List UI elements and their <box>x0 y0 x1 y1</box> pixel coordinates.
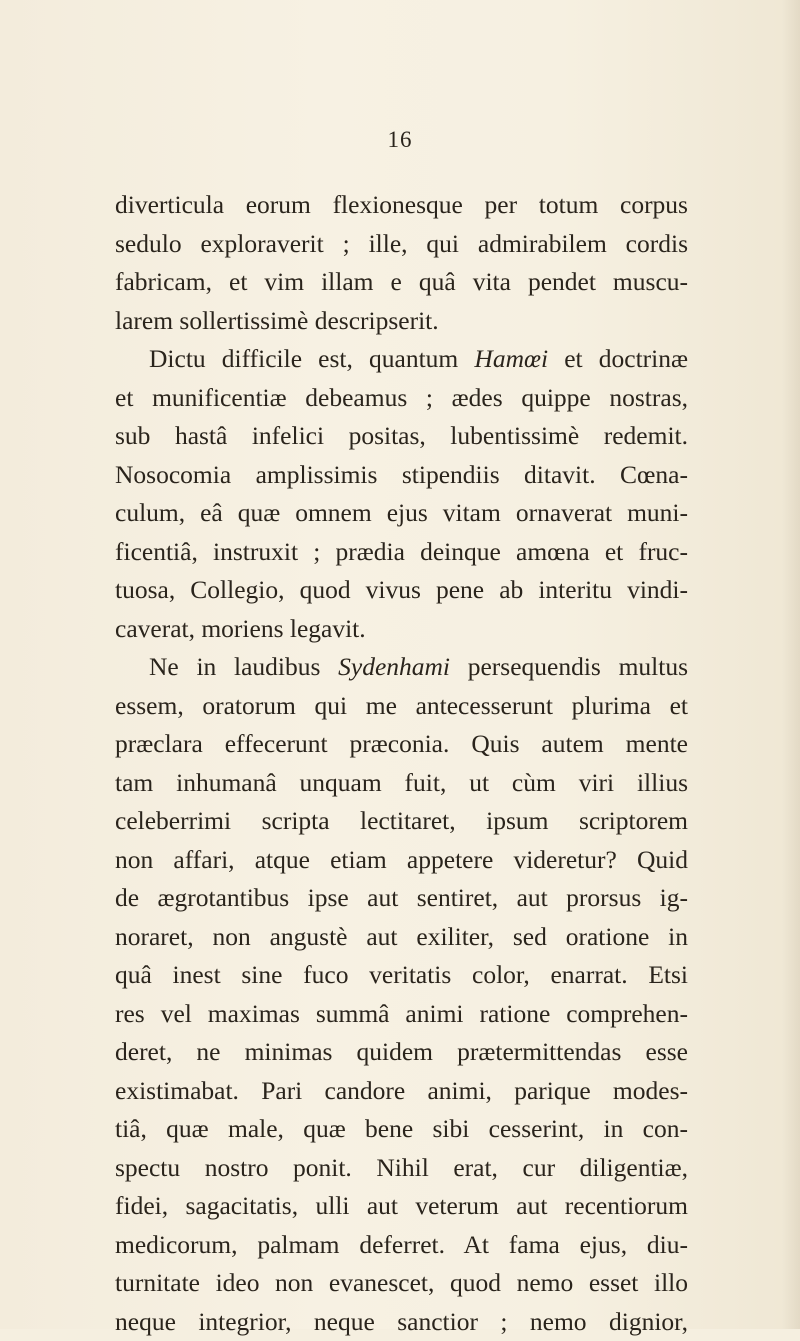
text-segment: et munificentiæ debeamus ; ædes quippe nostras, <box>115 383 688 412</box>
text-line <box>115 302 688 341</box>
text-segment: tam inhumanâ unquam fuit, ut cùm viri illius <box>115 768 688 797</box>
text-line <box>115 802 688 841</box>
text-line <box>115 956 688 995</box>
page-number: 16 <box>0 127 800 153</box>
text-line <box>115 379 688 418</box>
text-segment: sedulo exploraverit ; ille, qui admirabilem cordis <box>115 229 688 258</box>
text-segment: quâ inest sine fuco veritatis color, enarrat. Etsi <box>115 960 688 989</box>
text-line <box>115 879 688 918</box>
text-line <box>115 340 688 379</box>
text-segment: celeberrimi scripta lectitaret, ipsum scriptorem <box>115 806 688 835</box>
text-line <box>115 648 688 687</box>
text-segment: persequendis multus <box>450 652 688 681</box>
text-segment: de ægrotantibus ipse aut sentiret, aut prorsus ig- <box>115 883 688 912</box>
text-segment: essem, oratorum qui me antecesserunt plurima et <box>115 691 688 720</box>
text-line <box>115 1149 688 1188</box>
text-line <box>115 186 688 225</box>
text-line <box>115 494 688 533</box>
text-segment: larem sollertissimè descripserit. <box>115 306 439 335</box>
text-segment: deret, ne minimas quidem prætermittendas esse <box>115 1037 688 1066</box>
text-line <box>115 1187 688 1226</box>
text-segment: præclara effecerunt præconia. Quis autem mente <box>115 729 688 758</box>
page-edge-shadow <box>782 0 800 1329</box>
text-segment: culum, eâ quæ omnem ejus vitam ornaverat muni- <box>115 498 688 527</box>
text-segment: non affari, atque etiam appetere videretur? Quid <box>115 845 688 874</box>
text-segment: tuosa, Collegio, quod vivus pene ab interitu vindi- <box>115 575 688 604</box>
text-segment: tiâ, quæ male, quæ bene sibi cesserint, in con- <box>115 1114 688 1143</box>
text-segment: spectu nostro ponit. Nihil erat, cur diligentiæ, <box>115 1153 688 1182</box>
text-segment: turnitate ideo non evanescet, quod nemo esset illo <box>115 1268 688 1297</box>
text-segment: neque integrior, neque sanctior ; nemo dignior, <box>115 1307 688 1336</box>
text-line <box>115 263 688 302</box>
text-line <box>115 417 688 456</box>
text-line <box>115 610 688 649</box>
text-line <box>115 995 688 1034</box>
body-text <box>115 186 688 1341</box>
text-segment: Ne in laudibus <box>149 652 338 681</box>
text-line <box>115 533 688 572</box>
text-segment: diverticula eorum flexionesque per totum corpus <box>115 190 688 219</box>
text-segment: fidei, sagacitatis, ulli aut veterum aut recentiorum <box>115 1191 688 1220</box>
text-segment: caverat, moriens legavit. <box>115 614 366 643</box>
text-line <box>115 1264 688 1303</box>
text-line <box>115 1072 688 1111</box>
text-segment: noraret, non angustè aut exiliter, sed oratione in <box>115 922 688 951</box>
text-segment: medicorum, palmam deferret. At fama ejus, diu- <box>115 1230 688 1259</box>
text-line <box>115 687 688 726</box>
text-line <box>115 1033 688 1072</box>
text-segment: Dictu difficile est, quantum <box>149 344 474 373</box>
text-line <box>115 1110 688 1149</box>
text-line <box>115 1303 688 1341</box>
text-line <box>115 225 688 264</box>
text-segment: et doctrinæ <box>548 344 688 373</box>
text-segment: existimabat. Pari candore animi, parique modes- <box>115 1076 688 1105</box>
text-line <box>115 841 688 880</box>
text-segment: sub hastâ infelici positas, lubentissimè redemit. <box>115 421 688 450</box>
text-line <box>115 918 688 957</box>
italic-name: Hamœi <box>474 344 548 373</box>
text-line <box>115 764 688 803</box>
text-segment: Nosocomia amplissimis stipendiis ditavit. Cœna- <box>115 460 688 489</box>
italic-name: Sydenhami <box>338 652 450 681</box>
text-line <box>115 725 688 764</box>
text-segment: fabricam, et vim illam e quâ vita pendet muscu- <box>115 267 688 296</box>
text-segment: ficentiâ, instruxit ; prædia deinque amœna et fruc- <box>115 537 688 566</box>
text-line <box>115 456 688 495</box>
text-segment: res vel maximas summâ animi ratione comprehen- <box>115 999 688 1028</box>
text-line <box>115 1226 688 1265</box>
text-line <box>115 571 688 610</box>
